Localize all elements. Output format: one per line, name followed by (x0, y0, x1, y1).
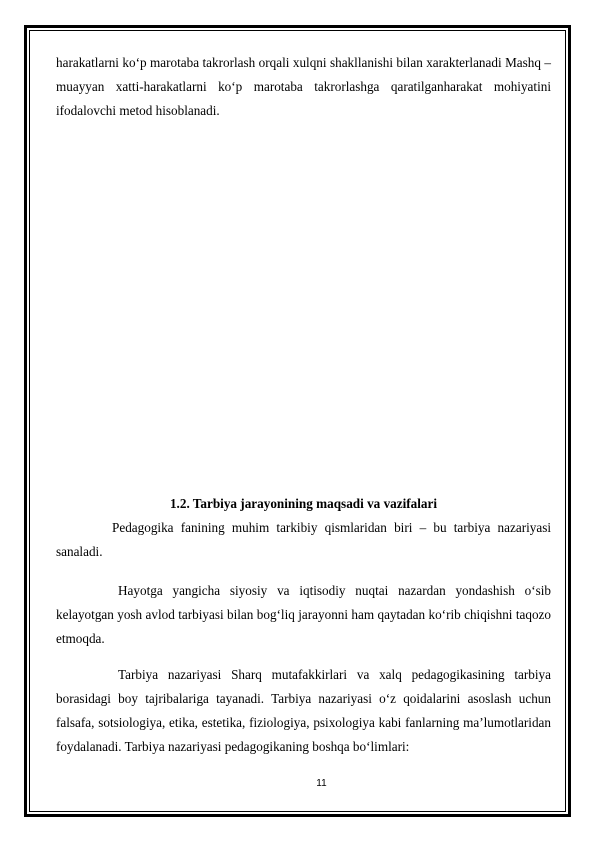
section-heading: 1.2. Tarbiya jarayonining maqsadi va vazifalari (169, 496, 438, 511)
page-number: 11 (316, 778, 327, 789)
paragraph-2: Hayotga yangicha siyosiy va iqtisodiy nuqtai nazardan yondashish o‘sib kelayotgan yosh avlod tarbiyasi bilan bog‘liq jarayonni ham qaytadan ko‘rib chiqishni taqozo etmoqda. (56, 583, 551, 646)
paragraph-1: Pedagogika fanining muhim tarkibiy qismlaridan biri – bu tarbiya nazariyasi sanaladi. (56, 520, 551, 559)
paragraph-3: Tarbiya nazariyasi Sharq mutafakkirlari va xalq pedagogikasining tarbiya borasidagi boy tajribalariga tayanadi. Tarbiya nazariyasi o‘z qoidalarini asoslash uchun falsafa, sotsiologiya, etika, estetika, fiziologiya, psixologiya kabi fanlarning ma’lumotlaridan foydalanadi. Tarbiya nazariyasi pedagogikaning boshqa bo‘limlari: (56, 667, 551, 754)
paragraph-continuation: harakatlarni ko‘p marotaba takrorlash orqali xulqni shakllanishi bilan xarakterlanadi Mashq – muayyan xatti-harakatlarni ko‘p marotaba takrorlashga qaratilganharakat mohiyatini ifodalovchi metod hisoblanadi. (56, 55, 551, 118)
